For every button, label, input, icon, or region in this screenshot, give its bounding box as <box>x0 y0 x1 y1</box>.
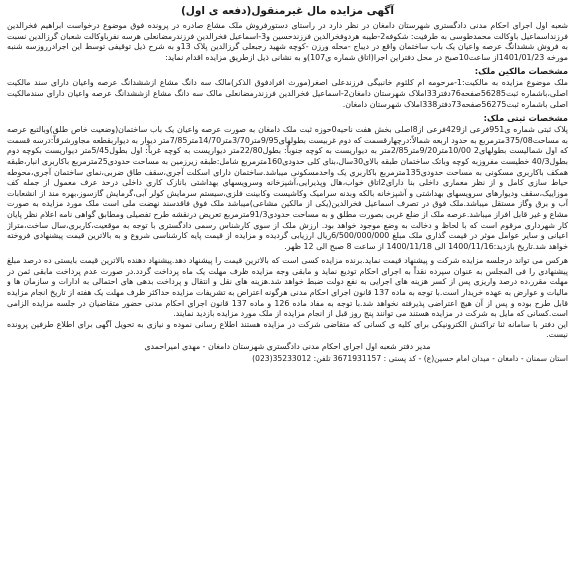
property-heading: مشخصات ثبتی ملک: <box>483 113 568 124</box>
closing-paragraph: این دفتر با سامانه ثنا تراکنش الکترونیکی برای کلیه ی کسانی که متقاضی شرکت در مزایده هستند اطلاع رسانی نموده و نیازی به تحویل آگهی برای اطلاع طرفین پرونده نیست. <box>7 319 568 340</box>
signature-line: مدیر دفتر شعبه اول اجرای احکام مدنی دادگستری شهرستان دامغان - مهدی امیراحمدی <box>144 342 431 352</box>
notice-intro: شعبه اول اجرای احکام مدنی دادگستری شهرستان دامغان در نظر دارد در راستای دستورفروش ملک مشاع صادره در پرونده فوق موضوع درخواست ابراهیم فخرالدین فرزنداسماعیل باوکالت محمدطوسی به طرفیت: شکوفه2-طیبه هردوفخرالدین فرزندحسین و3-اسماعیل فخرالدین فرزندرمضانعلی هرسه نفرباوکالت شعبان گرزالدین نسبت به فروش ششدانگ عرصه واعیان یک باب ساختمان واقع در دیباج -محله ورزن -کوچه شهید رجبعلی گرزالدین پلاک 13و به شرح ذیل توقیفی توسط این اجرادرروزسه شنبه مورخه 1401/01/23از ساعت10صبح در محل دفتراین اجرا(اتاق شماره ی107)و به نشانی ذیل ازطریق مزایده اقدام نماید: <box>7 21 568 62</box>
owners-paragraph: ملک موضوع مزایده به مالکیت:1-مرحومه ام کلثوم خانبیگی فرزندعلی اصغر(مورث افرادفوق الذکر)مالک سه دانگ مشاع ازششدانگ عرصه واعیان دارای سند مالکیت اصلی،باشماره ثبت56285صفحه76دفتر33املاک شهرستان دامغان2-اسماعیل فخرالدین فرزندرمضانعلی مالک سه دانگ مشاع ازششدانگ عرصه واعیان دارای سندمالکیت اصلی باشماره ثبت56275صفحه73دفتر338املاک شهرستان دامغان. <box>7 78 568 109</box>
owners-heading: مشخصات مالکین ملک: <box>474 66 568 77</box>
notice-title: آگهی مزایده مال غیرمنقول(دفعه ی اول) <box>181 5 394 17</box>
address-line: استان سمنان - دامغان - میدان امام حسین(ع) - کد پستی : 3671931157 تلفن: 35233012(023) <box>252 354 568 364</box>
property-paragraph: پلاک ثبتی شماره ی951فرعی از429فرعی از8اصلی بخش هفت ناحیه0حوزه ثبت ملک دامغان به صورت عرصه واعیان یک باب ساختمان(وضعیت خاص طلق)وبالتبع عرصه به مساحت375/08مترمربع به حدود اربعه شمالاً:درچهارقسمت که دوم غربیست بطولهای9/95متر3/70متر14/70متر7/85متر دیوار به دیواربقطعه مجاورشرقاً:درسه قسمت که اول شمالیست بطولهای2 10/00متر9/20متر2/85متر به دیواریست به کوچه جنوباً: بطول22/80متر دیواریست به کوچه غرباً: اول بطول5/45متر دیواریست بکوچه دوم بطول40/3 خطیست مفروزبه کوچه وباتک ساختمان طبقه بالای30سال،بنای کلی حدودی160مترمربع شامل:طبقه زیرزمین به مساحت حدودی25مترمربع باکاربری انبار،طبقه همکف باکاربری مسکونی به مساحت حدودی135مترمربع باکاربری یک واحدمسکونی میباشد.ساختمان دارای اسکلت آجری،سقف طاق ضربی،نمای ساختمان آجری،محوطه حیاط سازی کامل و از نظر معماری داخلی بنا دارای2اتاق خواب،هال وپذیرایی،آشپزخانه وسرویسهای بهداشتی بانازک کاری داخلی درحد عرف معمول از جمله کف موزاییک،سقف ودیوارهای سرویسهای بهداشتی و آشپزخانه بالکه وبدنه سرامیک وکاشیست وکابینت فلزی،سیستم سرمایش کولر آبی،گرمایش گازسوز،بهره مند از انشعابات آب و برق وگاز مستقل میباشد.ملک فوق در تصرف اسماعیل فخرالدین(یکی از مالکین مشاعی)میباشد ملک فوق فاقدسند نهضت ملی است ملک مورد مزایده به صورت مشاع و غیر قابل افراز میباشد.عرصه ملک از ضلع غربی بصورت مطلق و به مساحت حدودی91/3مترمربع تعریض درنقشه طرح تفصیلی ومطابق گواهی نامه اعلام نظر پایان کار شهرداری مرقوم است که با لحاظ و دخالت به وضع موجود خواهد بود. ارزش ملک از سوی کارشناس رسمی دادگستری با توجه به موقعیت،کاربری،سال ساخت،متراژ اعیانی و سایر عوامل موثر در قیمت گذاری ملک مبلغ 6/500/000/000ریال ارزیابی گردیده و مزایده از قیمت پایه کارشناسی شروع و به بالاترین قیمت پیشنهادی فروخته خواهد شد.تاریخ بازدید:1400/11/16 الی 1400/11/18 از ساعت 8 صبح الی 12 ظهر. <box>7 125 568 251</box>
terms-paragraph: هرکس می تواند درجلسه مزایده شرکت و پیشنهاد قیمت نماید.برنده مزایده کسی است که بالاترین قیمت را پیشنهاد دهد.پیشنهاد دهنده بالاترین قیمت بایستی ده درصد مبلغ پیشنهادی را فی المجلس به عنوان سپرده نقداً به اجرای احکام تودیع نماید و مابقی وجه مزایده ظرف مهلت یک ماه پرداخت گردد.در صورت عدم پرداخت مابقی ثمن در مهلت مقرر،ده درصد واریزی پس از کسر هزینه های اجرایی به نفع دولت ضبط خواهد شد.هزینه های نقل و انتقال و پرداخت بدهی های احتمالی به ادارات و سازمان ها و مالیات و عوارض به عهده خریدار است.با توجه به ماده 137 قانون اجرای احکام مدنی هرگونه اعتراض به تشریفات مزایده حداکثر ظرف مهلت یک هفته از تاریخ انجام مزایده قابل طرح بوده و پس از آن هیچ اعتراضی پذیرفته نخواهد شد.با توجه به مفاد ماده 126 و ماده 137 قانون اجرای احکام مدنی حضور متقاضیان در جلسه مزایده الزامی است.کسانی که مایل به شرکت در مزایده هستند می توانند پنج روز قبل از انجام مزایده از ملک مورد مزایده بازدید نمایند. <box>7 256 568 319</box>
